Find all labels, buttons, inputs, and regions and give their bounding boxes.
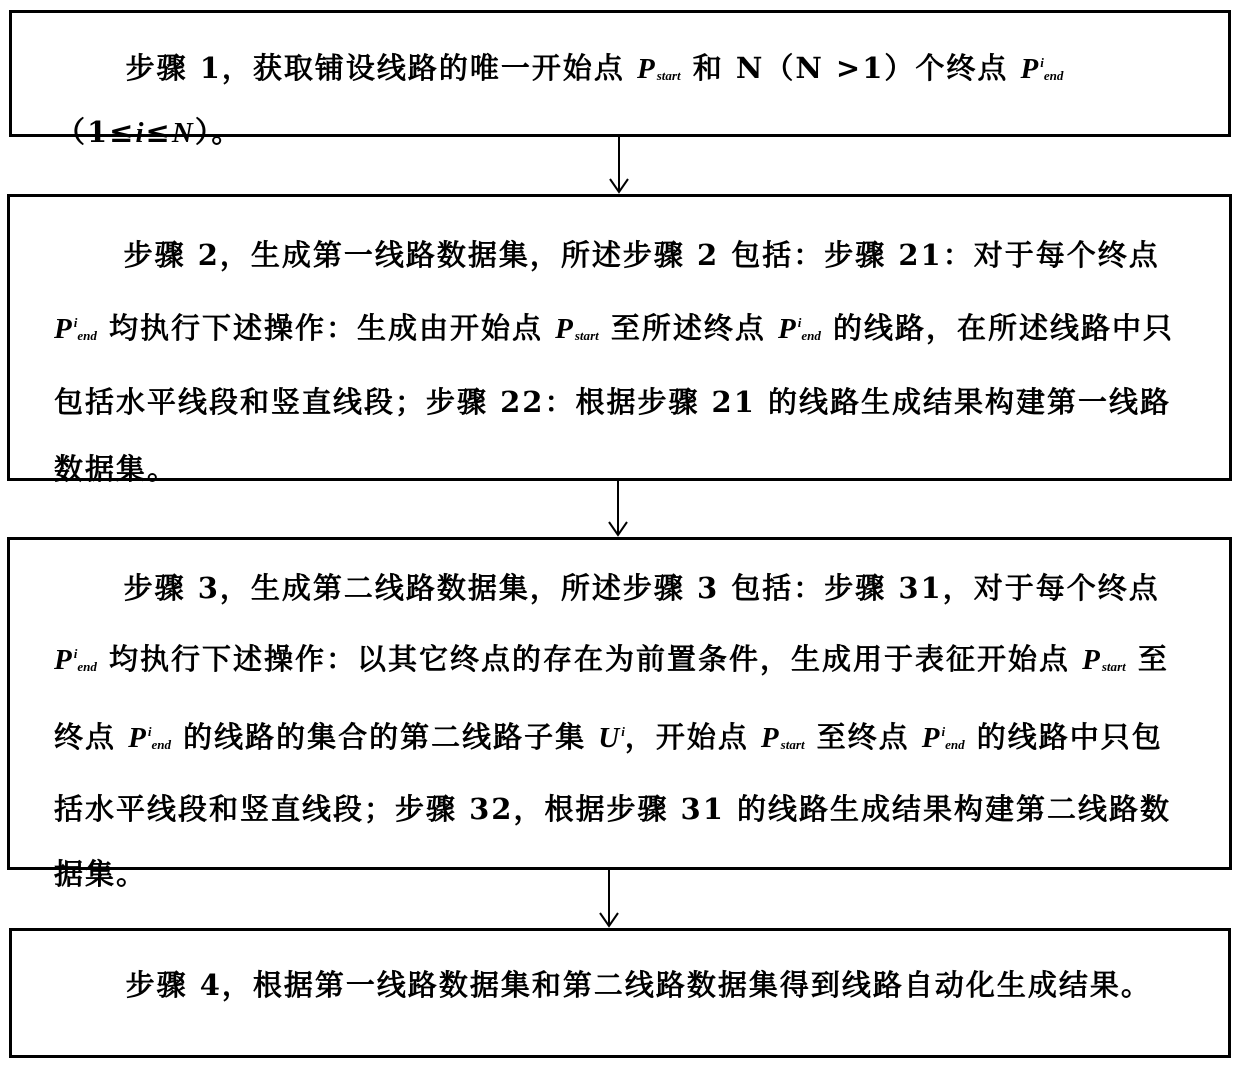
math-variable: P xyxy=(1020,53,1041,86)
math-symbol xyxy=(1082,644,1126,676)
step-text-run: 步骤 3，生成第二线路数据集，所述步骤 3 包括：步骤 31，对于每个终点 xyxy=(123,571,1160,605)
math-symbol xyxy=(598,722,625,754)
math-subscript: end xyxy=(77,328,97,344)
math-variable: P xyxy=(555,313,575,346)
math-symbol xyxy=(54,313,97,345)
math-variable: i xyxy=(135,117,146,150)
step-text-run: 均执行下述操作：生成由开始点 xyxy=(96,311,556,346)
step-text-run: 均执行下述操作：以其它终点的存在为前置条件，生成用于表征开始点 xyxy=(96,642,1083,677)
math-symbol xyxy=(637,53,681,85)
math-symbol xyxy=(128,722,171,754)
math-subscript: start xyxy=(574,328,599,344)
step-3-text xyxy=(54,556,1185,907)
math-symbol xyxy=(778,313,821,345)
math-symbol xyxy=(54,644,97,676)
step-text-run: 和 N（N >1）个终点 xyxy=(680,51,1021,86)
arrow-2-to-3 xyxy=(603,481,633,537)
step-text-run: （1≤ xyxy=(56,115,136,150)
step-text-run: 的线路，在所述线路中只包括水平线段和竖直线段；步骤 22：根据步骤 21 的线路生成结果构建第一线路数据集。 xyxy=(54,311,1175,487)
math-variable: U xyxy=(598,722,622,755)
math-superscript: i xyxy=(797,315,802,330)
math-symbol xyxy=(922,722,965,754)
math-variable: P xyxy=(1082,644,1102,677)
step-3-box xyxy=(7,537,1232,892)
math-subscript: end xyxy=(1043,68,1064,84)
math-superscript: i xyxy=(1040,55,1044,70)
step-text-run: ）。 xyxy=(194,115,243,150)
math-symbol xyxy=(761,722,805,754)
math-variable: P xyxy=(54,644,74,677)
step-2-box xyxy=(7,194,1232,487)
math-variable: N xyxy=(171,117,195,150)
math-variable: P xyxy=(760,722,781,755)
math-symbol xyxy=(1021,53,1064,85)
step-text-run: 的线路的集合的第二线路子集 xyxy=(171,720,599,755)
step-text-run: ，开始点 xyxy=(624,720,761,755)
step-text-run: 至终点 xyxy=(54,642,1169,755)
math-subscript: end xyxy=(945,737,965,753)
math-subscript: start xyxy=(656,68,681,84)
step-2-text xyxy=(54,222,1185,503)
math-subscript: end xyxy=(801,328,821,344)
math-variable: P xyxy=(921,722,942,755)
step-text-run: 的线路中只包括水平线段和竖直线段；步骤 32，根据步骤 31 的线路生成结果构建第二线路数据集。 xyxy=(54,720,1172,892)
step-text-run: 至终点 xyxy=(804,720,922,755)
math-variable: P xyxy=(777,313,798,346)
math-subscript: start xyxy=(1101,659,1126,675)
step-text-run: 步骤 1，获取铺设线路的唯一开始点 xyxy=(125,51,637,86)
math-superscript: i xyxy=(621,724,625,740)
math-subscript: end xyxy=(151,737,172,753)
arrow-1-to-2 xyxy=(604,137,634,194)
math-subscript: start xyxy=(780,737,805,753)
step-1-box xyxy=(9,10,1231,150)
math-variable: P xyxy=(128,722,148,755)
math-symbol xyxy=(172,117,195,149)
arrow-3-to-4 xyxy=(594,870,624,928)
math-superscript: i xyxy=(73,646,78,661)
math-symbol xyxy=(555,313,599,345)
step-text-run: 步骤 2，生成第一线路数据集，所述步骤 2 包括：步骤 21：对于每个终点 xyxy=(123,238,1160,272)
math-variable: P xyxy=(636,53,657,86)
step-4-text xyxy=(56,953,1184,1017)
step-text-run: ≤ xyxy=(145,115,172,150)
math-superscript: i xyxy=(941,724,946,740)
math-variable: P xyxy=(54,313,74,346)
step-text-run: 步骤 4，根据第一线路数据集和第二线路数据集得到线路自动化生成结果。 xyxy=(125,968,1152,1002)
step-4-box xyxy=(9,928,1231,1058)
math-symbol xyxy=(135,117,145,149)
math-superscript: i xyxy=(147,724,152,740)
step-text-run: 至所述终点 xyxy=(598,311,778,346)
math-subscript: end xyxy=(77,659,97,675)
math-superscript: i xyxy=(73,315,78,330)
